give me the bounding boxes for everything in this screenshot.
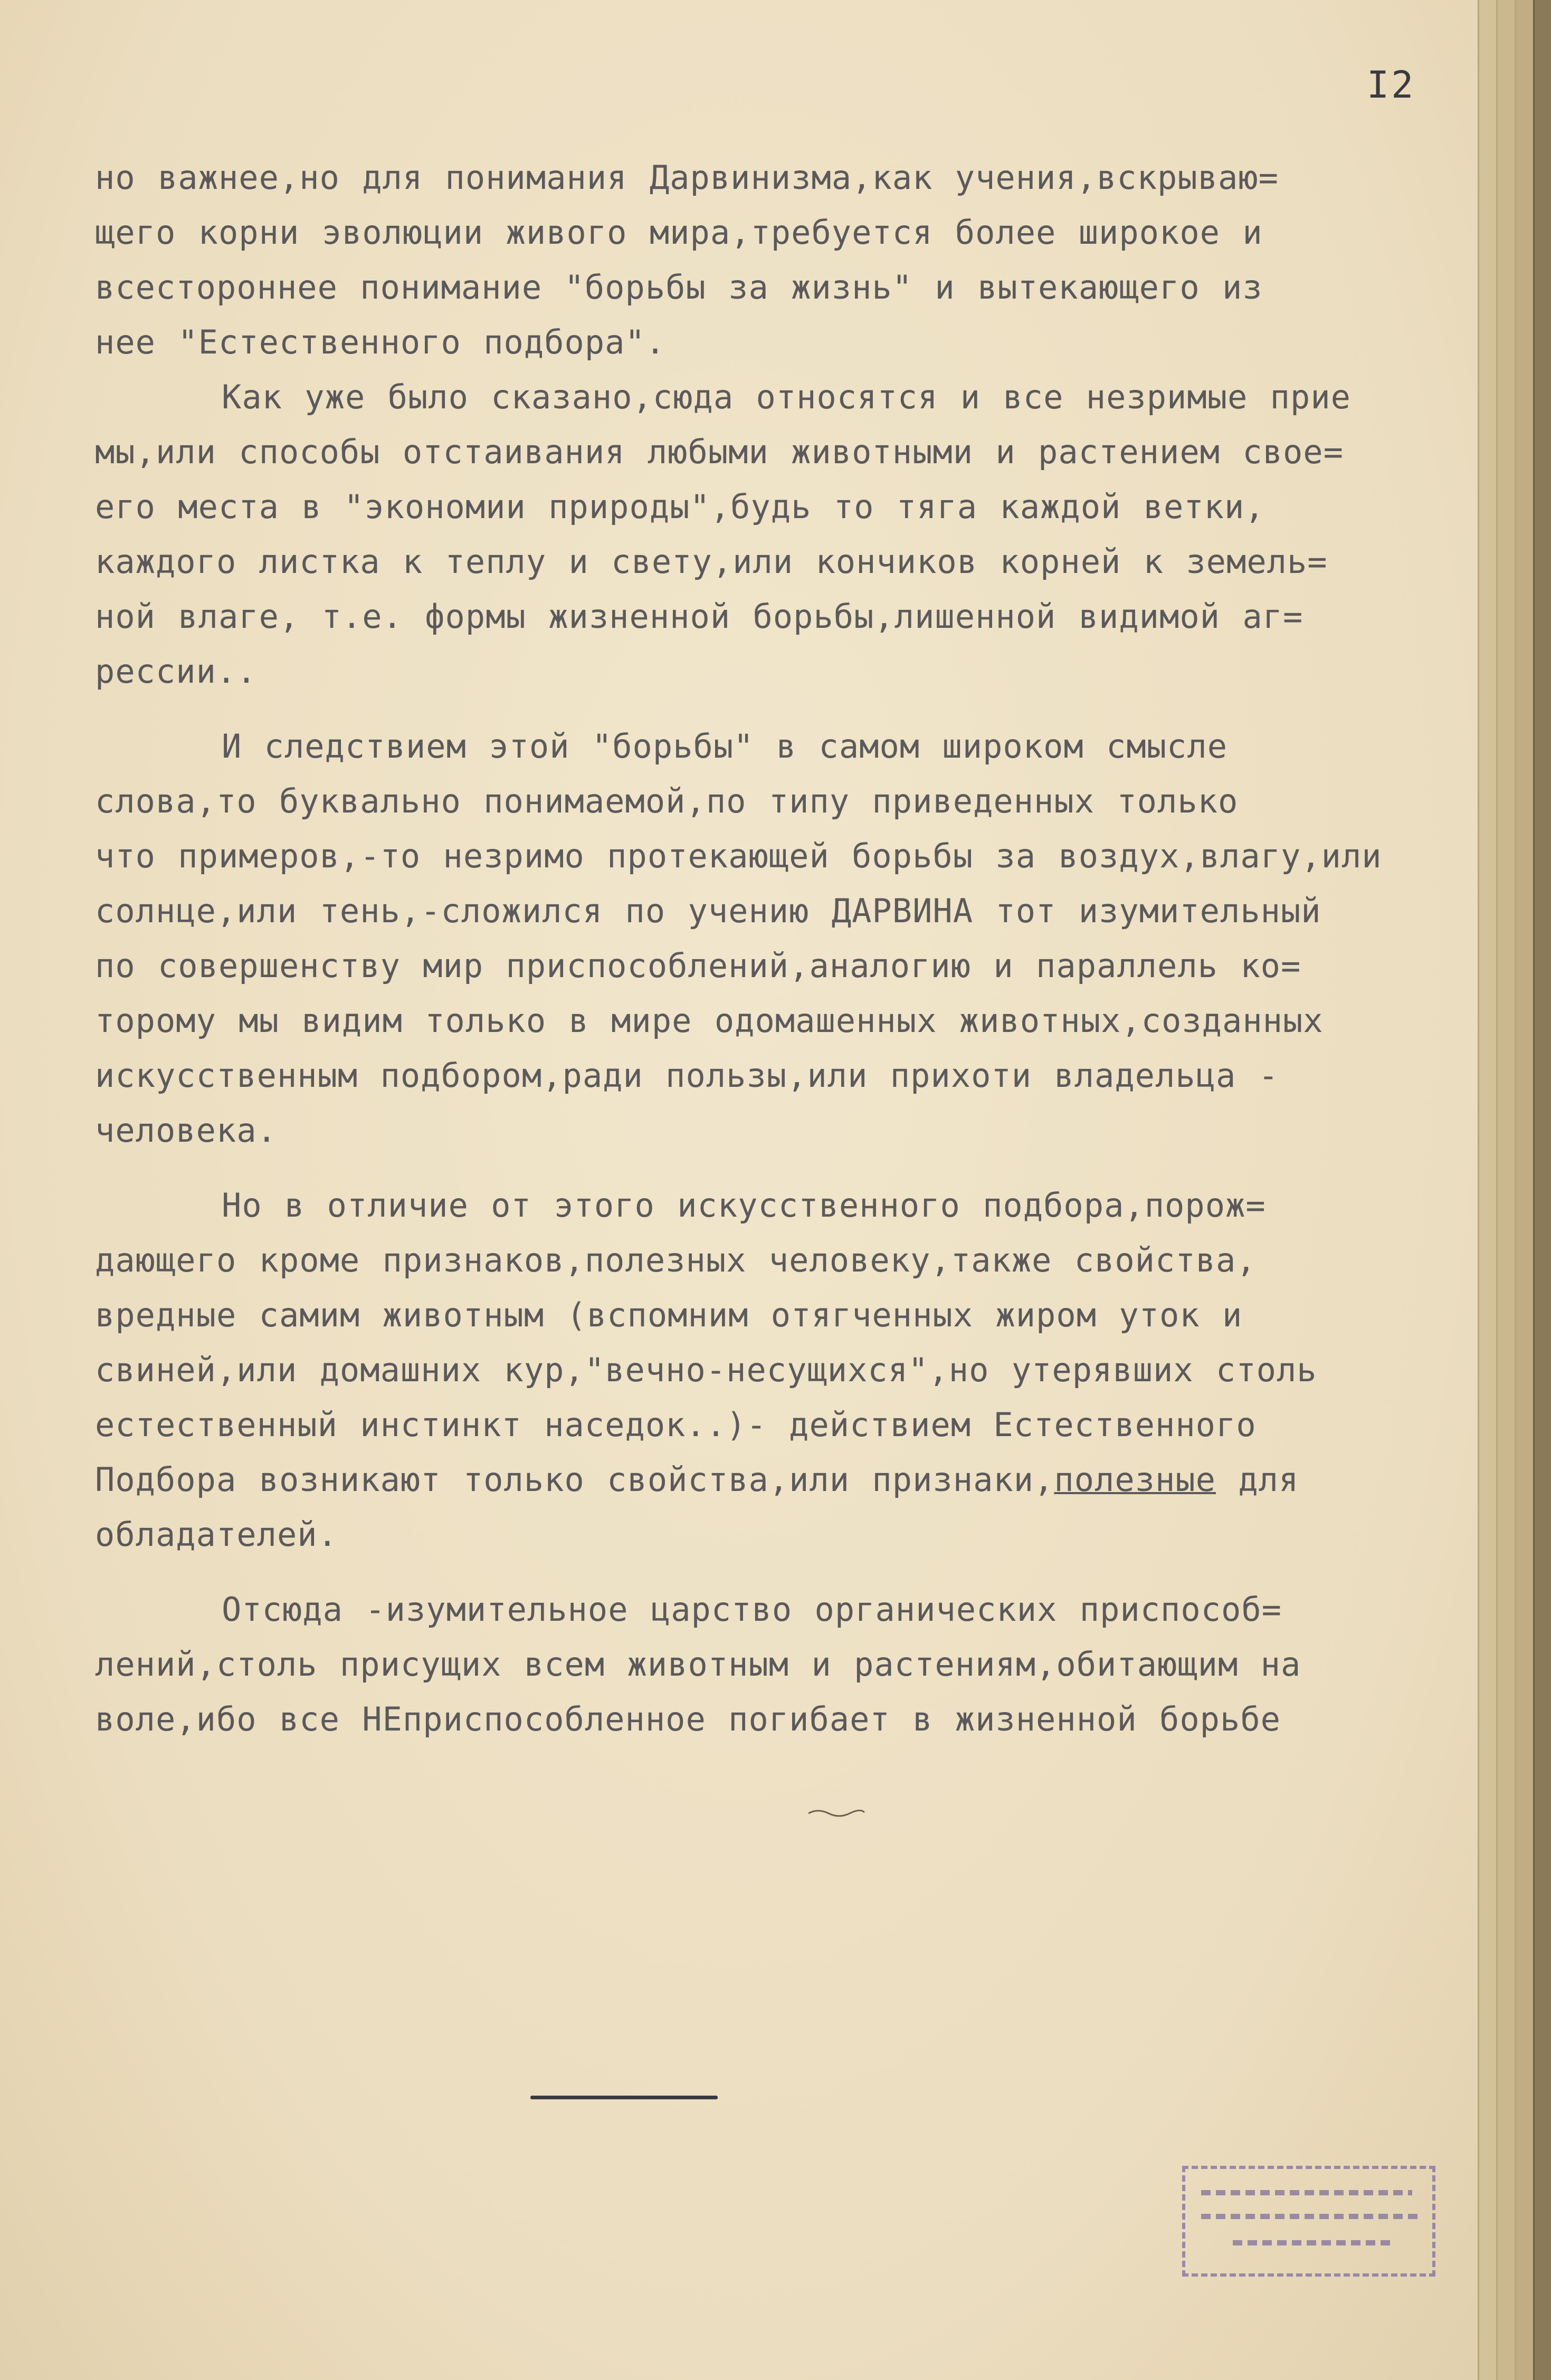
- closing-rule: [530, 2096, 718, 2099]
- text-line: что примеров,-то незримо протекающей борьбы за воздух,влагу,или: [95, 837, 1382, 875]
- paragraph-start: Как уже было сказано,сюда относятся и все незримые прие: [222, 378, 1351, 416]
- paragraph-start: Отсюда -изумительное царство органических приспособ=: [222, 1590, 1282, 1629]
- text-line: обладателей.: [95, 1515, 338, 1554]
- text-line: каждого листка к теплу и свету,или кончиков корней к земель=: [95, 542, 1328, 581]
- typewritten-text: [95, 150, 1478, 1747]
- text-line: всестороннее понимание "борьбы за жизнь" и вытекающего из: [95, 268, 1263, 307]
- text-fragment: Подбора возникают только свойства,или признаки,: [95, 1460, 1054, 1499]
- pencil-mark: [807, 1807, 865, 1819]
- sheet-edge: [1533, 0, 1551, 2380]
- text-line: слова,то буквально понимаемой,по типу приведенных только: [95, 782, 1239, 820]
- text-line: [95, 1452, 1478, 1507]
- text-line: щего корни эволюции живого мира,требуется более широкое и: [95, 213, 1263, 252]
- text-line: дающего кроме признаков,полезных человеку,также свойства,: [95, 1241, 1257, 1279]
- text-line: свиней,или домашних кур,"вечно-несущихся",но утерявших столь: [95, 1351, 1317, 1389]
- paragraph-start: Но в отличие от этого искусственного подбора,порож=: [222, 1186, 1266, 1225]
- archive-stamp: [1182, 2166, 1435, 2277]
- text-fragment: для: [1238, 1460, 1299, 1499]
- text-line: вредные самим животным (вспомним отягченных жиром уток и: [95, 1296, 1243, 1334]
- paragraph-start: И следствием этой "борьбы" в самом широком смысле: [222, 727, 1228, 766]
- text-line: мы,или способы отстаивания любыми животными и растением свое=: [95, 433, 1344, 471]
- text-line: его места в "экономии природы",будь то тяга каждой ветки,: [95, 488, 1265, 526]
- page-number: I2: [1367, 63, 1416, 107]
- text-line: человека.: [95, 1111, 277, 1150]
- underlined-word: полезные: [1054, 1460, 1216, 1499]
- text-line: естественный инстинкт наседок..)- действием Естественного: [95, 1406, 1257, 1444]
- text-line: но важнее,но для понимания Дарвинизма,как учения,вскрываю=: [95, 158, 1279, 197]
- text-line: рессии..: [95, 652, 257, 691]
- text-line: воле,ибо все НЕприспособленное погибает в жизненной борьбе: [95, 1700, 1281, 1738]
- stamp-text-line: [1201, 2190, 1412, 2195]
- text-line: солнце,или тень,-сложился по учению ДАРВИНА тот изумительный: [95, 892, 1321, 930]
- text-line: по совершенству мир приспособлений,аналогию и параллель ко=: [95, 947, 1301, 985]
- text-line: нее "Естественного подбора".: [95, 323, 666, 361]
- text-line: лений,столь присущих всем животным и растениям,обитающим на: [95, 1645, 1301, 1684]
- text-line: ной влаге, т.е. формы жизненной борьбы,лишенной видимой аг=: [95, 597, 1303, 636]
- stamp-text-line: [1233, 2240, 1391, 2245]
- stamp-text-line: [1201, 2214, 1423, 2219]
- text-line: торому мы видим только в мире одомашенных животных,созданных: [95, 1001, 1324, 1040]
- text-line: искусственным подбором,ради пользы,или прихоти владельца -: [95, 1056, 1279, 1095]
